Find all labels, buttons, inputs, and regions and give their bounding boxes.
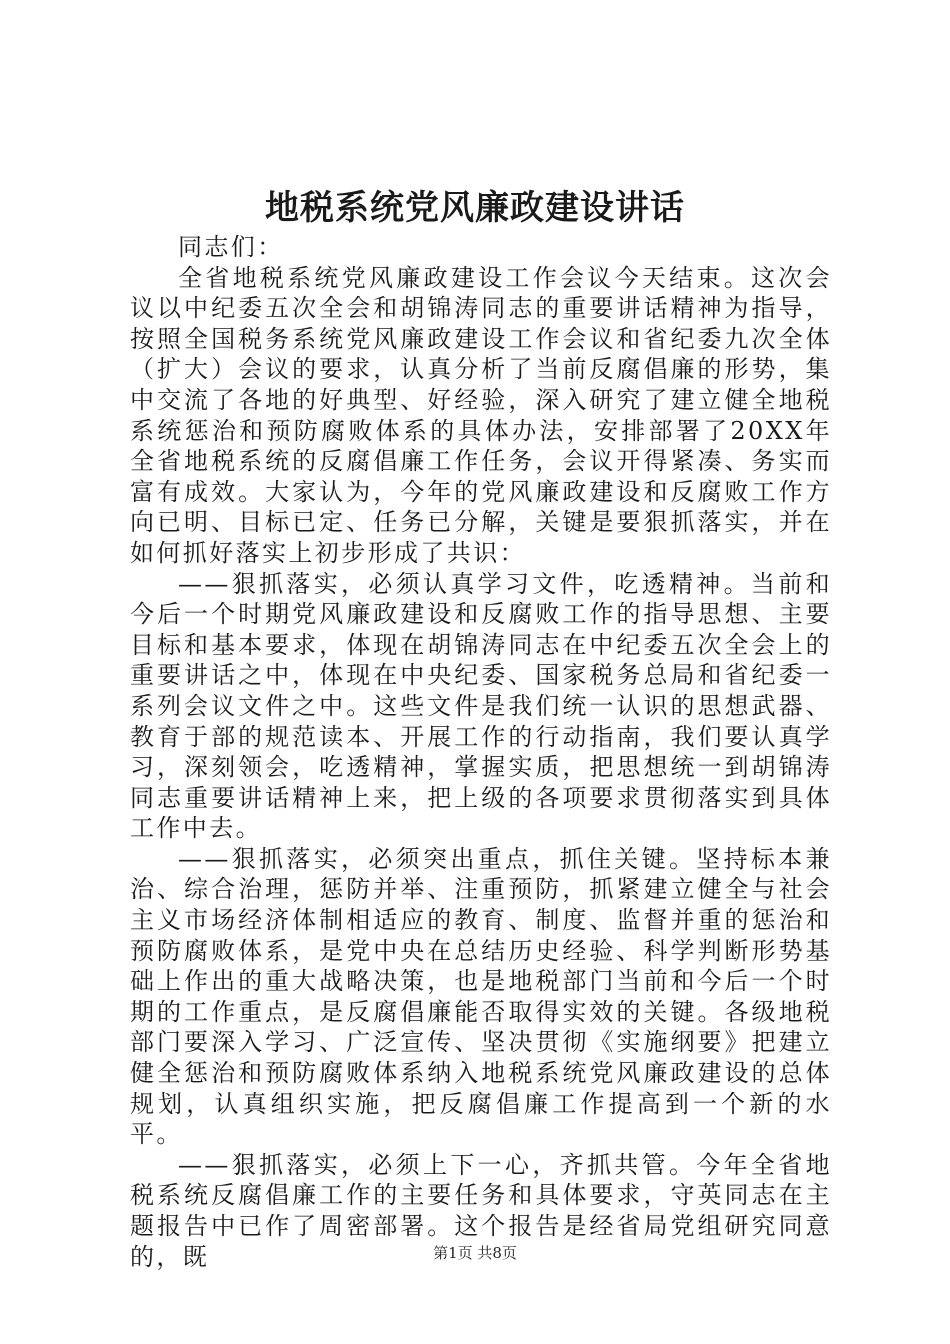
paragraph: ——狠抓落实，必须认真学习文件，吃透精神。当前和今后一个时期党风廉政建设和反腐败工作的指导思想、主要目标和基本要求，体现在胡锦涛同志在中纪委五次全会上的重要讲话之中，体现在中央纪委、国家税务总局和省纪委一系列会议文件之中。这些文件是我们统一认识的思想武器、教育于部的规范读本、开展工作的行动指南，我们要认真学习，深刻领会，吃透精神，掌握实质，把思想统一到胡锦涛同志重要讲话精神上来，把上级的各项要求贯彻落实到具体工作中去。: [130, 569, 832, 843]
paragraph: 全省地税系统党风廉政建设工作会议今天结束。这次会议以中纪委五次全会和胡锦涛同志的重要讲话精神为指导，按照全国税务系统党风廉政建设工作会议和省纪委九次全体（扩大）会议的要求，认真分析了当前反腐倡廉的形势，集中交流了各地的好典型、好经验，深入研究了建立健全地税系统惩治和预防腐败体系的具体办法，安排部署了20XX年全省地税系统的反腐倡廉工作任务，会议开得紧凑、务实而富有成效。大家认为，今年的党风廉政建设和反腐败工作方向已明、目标已定、任务已分解，关键是要狠抓落实，并在如何抓好落实上初步形成了共识：: [130, 263, 832, 567]
document-body: [130, 232, 832, 1272]
paragraph: ——狠抓落实，必须突出重点，抓住关键。坚持标本兼治、综合治理，惩防并举、注重预防，抓紧建立健全与社会主义市场经济体制相适应的教育、制度、监督并重的惩治和预防腐败体系，是党中央在总结历史经验、科学判断形势基础上作出的重大战略决策，也是地税部门当前和今后一个时期的工作重点，是反腐倡廉能否取得实效的关键。各级地税部门要深入学习、广泛宣传、坚决贯彻《实施纲要》把建立健全惩治和预防腐败体系纳入地税系统党风廉政建设的总体规划，认真组织实施，把反腐倡廉工作提高到一个新的水平。: [130, 844, 832, 1149]
document-title: 地税系统党风廉政建设讲话: [265, 188, 685, 228]
paragraph: ——狠抓落实，必须上下一心，齐抓共管。今年全省地税系统反腐倡廉工作的主要任务和具体要求，守英同志在主题报告中已作了周密部署。这个报告是经省局党组研究同意的，既: [130, 1150, 832, 1271]
page-number-footer: 第1页 共8页: [433, 1244, 517, 1262]
salutation: 同志们：: [178, 233, 284, 261]
